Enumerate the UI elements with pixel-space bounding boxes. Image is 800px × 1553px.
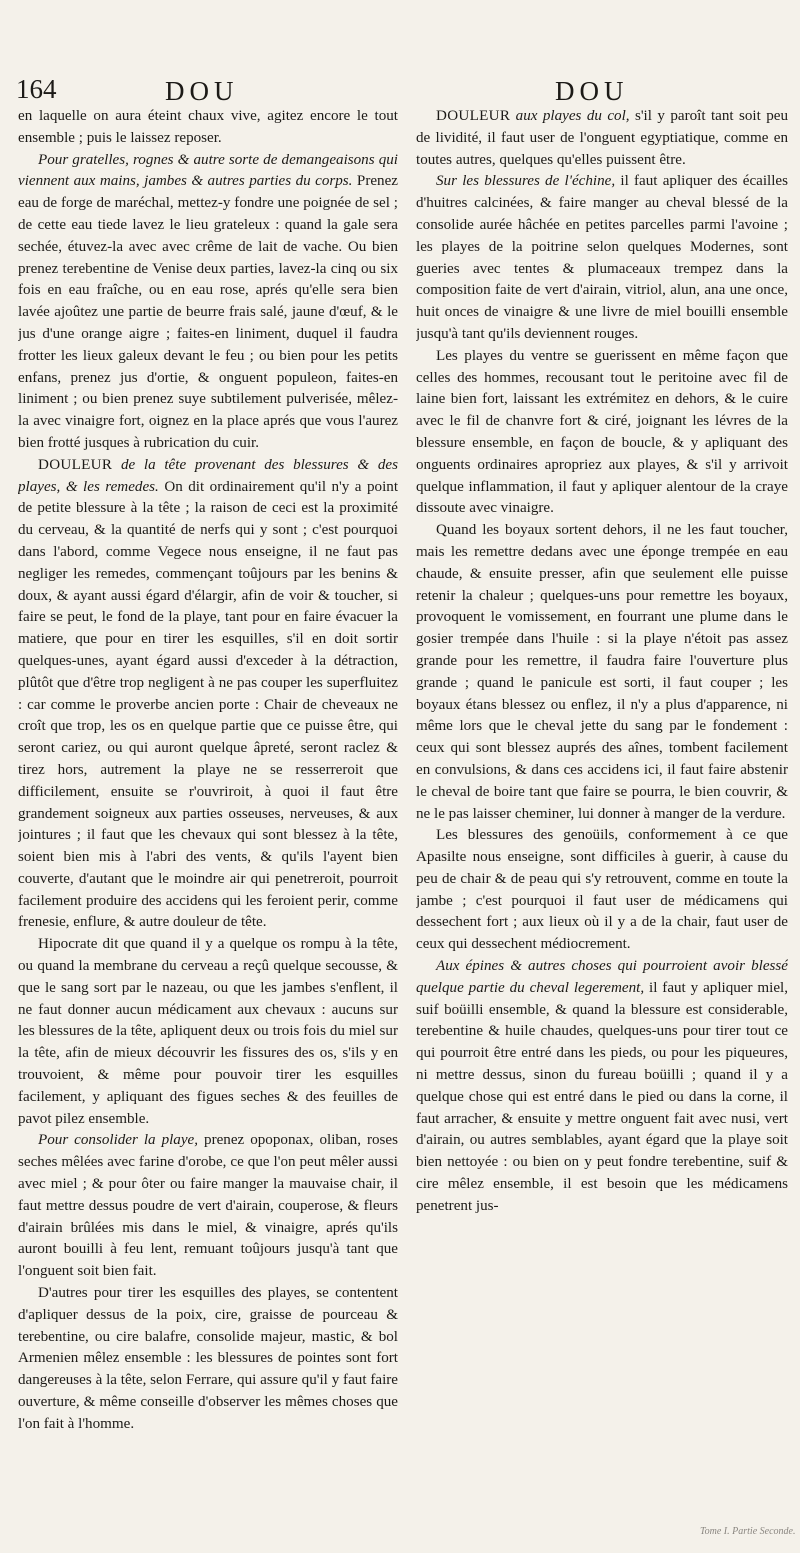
paragraph: en laquelle on aura éteint chaux vive, agitez encore le tout ensemble ; puis le laissez reposer. <box>18 108 398 146</box>
paragraph-text: prenez opoponax, oliban, roses seches mêlées avec farine d'orobe, ce que l'on peut mêler aussi avec miel ; & pour ôter ou faire manger la mauvaise chair, il faut mettre dessus poudre de vert d'airain, couperose, & fleurs d'airain brûlées mis dans le miel, & vinaigre, aprés qu'ils auront bouilli à feu lent, remuant toûjours jusqu'à tant que l'onguent soit bien fait. <box>18 1132 398 1280</box>
paragraph: Quand les boyaux sortent dehors, il ne les faut toucher, mais les remettre dedans avec une éponge trempée en eau chaude, & ensuite presser, afin que seulement elle puisse retenir la chaleur ; quelques-uns pour remettre les boyaux, provoquent le vomissement, en fourrant une plume dans le gosier trempée dans l'huile : si la playe n'étoit pas assez grande pour les remettre, il faudra faire l'ouverture plus grande ; quand le panicule est sorti, il faut couper ; les boyaux étans blessez ou enflez, il n'y a plus d'apparence, ni même lors que le cheval jette du sang par le fondement : ceux qui sont blessez auprés des aînes, tombent facilement en convulsions, & dans ces accidens ici, il faut faire abstenir le cheval de boire tant que faire se pourra, le bien couvrir, & ne le pas laisser cheminer, lui donner à manger de la verdure. <box>416 522 788 822</box>
paragraph-text: Prenez eau de forge de maréchal, mettez-y fondre une poignée de sel ; de cette eau tiede lavez le lieu grateleux : quand la gale sera sechée, étuvez-la avec avec crême de lait de vache. Ou bien prenez terebentine de Venise deux parties, lavez-la cinq ou six fois en eau fraîche, ou en eau rose, aprés qu'elle sera bien lavée ajoûtez une partie de beurre frais salé, jaune d'œuf, & le jus d'une orange aigre ; faites-en liniment, duquel il faudra frotter les lieux galeux devant le feu ; ou bien pour les petits enfans, prenez jus d'ortie, & onguent populeon, faites-en liniment ; ou bien prenez suye subtilement pulverisée, mêlez-la avec vinaigre fort, oignez en la place aprés que vous l'aurez bien frotté jusques à rubrication du cuir. <box>18 173 398 451</box>
entry-heading: Pour consolider la playe, <box>38 1132 199 1149</box>
entry-word: DOULEUR <box>436 108 511 124</box>
entry-heading: aux playes du col, <box>515 108 630 124</box>
entry-heading: Sur les blessures de l'échine, <box>436 173 616 190</box>
paragraph <box>416 171 788 345</box>
paragraph: Les playes du ventre se guerissent en même façon que celles des hommes, recousant tout le peritoine avec fil de laine bien fort, laissant les extrémitez en dehors, & le cuire avec le fil de chanvre fort & ciré, joignant les lévres de la blessure ensemble, en façon de boucle, & y apliquant des onguents ordinaires apropriez aux playes, & s'il y arrivoit quelque inflammation, il faut y apliquer alentour de la craye dissoute avec vinaigre. <box>416 347 788 517</box>
paragraph: D'autres pour tirer les esquilles des playes, se contentent d'apliquer dessus de la poix, cire, graisse de pourceau & terebentine, ou cire balafre, consolide majeur, mastic, & bol Armenien mêlez ensemble : les blessures de pointes sont fort dangereuses à la tête, selon Ferrare, qui assure qu'il y faut faire ouverture, & même conseille d'observer les mêmes choses que l'on fait à l'homme. <box>18 1285 398 1432</box>
volume-note: Tome I. Partie Seconde. <box>700 1526 796 1537</box>
entry-paragraph <box>416 106 788 171</box>
left-column <box>18 106 398 1546</box>
running-head-left: DOU <box>165 76 239 106</box>
paragraph: Hipocrate dit que quand il y a quelque os rompu à la tête, ou quand la membrane du cerveau a reçû quelque secousse, & que le sang sort par le nazeau, ou que les jambes s'enflent, il ne faut donner aucun médicament aux chevaux : aucuns sur les blessures de la tête, apliquent deux ou trois fois du miel sur la tête, afin de mieux découvrir les fissures des os, s'ils y en trouvoient, & même pour pouvoir tirer les esquilles facilement, y apliquant des figues seches & des feuilles de pavot pilez ensemble. <box>18 936 398 1127</box>
paragraph-text: il faut y apliquer miel, suif boüilli ensemble, & quand la blessure est considerable, terebentine & huile chaudes, quelques-uns pour tirer tout ce qui pourroit être entré dans les pieds, ou pour les piqueures, ni mettre dessus, sinon du fureau boüilli ; quand il y a quelque chose qui est entré dans le pied ou dans la corne, il faut arracher, & ensuite y mettre onguent fait avec nusi, vert d'airain, ou autres semblables, ayant égard que la playe soit bien nettoyée : ou bien on y peut fondre terebentine, suif & cire mêlez ensemble, il est besoin que les médicamens penetrent jus- <box>416 979 788 1214</box>
paragraph <box>416 956 788 1218</box>
paragraph-text: s'il y paroît tant soit peu de lividité, il faut user de l'onguent egyptiatique, comme en toutes autres, quelques qu'elles puissent être. <box>416 108 788 168</box>
paragraph-text: il faut apliquer des écailles d'huitres calcinées, & faire manger au cheval blessé de la consolide aurée hâchée en petites parcelles parmi l'avoine ; les playes de la poitrine selon quelques Modernes, sont gueries avec tentes & plumaceaux trempez dans la composition faite de vert d'airain, vitriol, alun, ana une once, huit onces de vinaigre & une livre de miel bouilli ensemble jusqu'à tant qu'ils deviennent rouges. <box>416 173 788 342</box>
entry-heading: de la tête provenant des blessures & des playes, & les remedes. <box>18 456 398 495</box>
paragraph <box>18 1130 398 1283</box>
entry-paragraph <box>18 455 398 935</box>
right-column <box>416 106 788 1546</box>
running-head-right: DOU <box>555 76 629 106</box>
entry-heading: Pour gratelles, rognes & autre sorte de demangeaisons qui viennent aux mains, jambes & autres parties du corps. <box>18 151 398 190</box>
entry-heading: Aux épines & autres choses qui pourroient avoir blessé quelque partie du cheval legerement, <box>416 958 788 996</box>
paragraph: Les blessures des genoüils, conformement à ce que Apasilte nous enseigne, sont difficiles à guerir, à cause du peu de chair & de peau qui s'y retrouvent, comme en toute la jambe ; c'est pourquoi il faut user de médicamens qui dessechent fort ; aux lieux où il y a de la chair, faut user de ceux qui dessechent médiocrement. <box>416 827 788 953</box>
page-number: 164 <box>16 74 57 104</box>
entry-word: DOULEUR <box>38 456 113 473</box>
paragraph <box>18 150 398 455</box>
paragraph-text: On dit ordinairement qu'il n'y a point de petite blessure à la tête ; la raison de ceci est la proximité du cerveau, & la quantité de nerfs qui y sont ; c'est pourquoi dans l'abord, comme Vegece nous enseigne, il ne faut pas negliger les remedes, commençant toûjours par les benins & doux, & ayant aussi égard d'élargir, afin de voir & toucher, si faire se peut, le fond de la playe, tant pour en faire évacuer la matiere, que pour en tirer les esquilles, s'il en doit sortir quelques-unes, ayant égard aussi d'exceder à la détraction, plûtôt que d'être trop negligent à ne pas couper les superfluitez : car comme le proverbe ancien porte : Chair de cheveaux ne croît que trop, les os en quelque partie que ce puisse être, qui seront cariez, ou qui auront quelque âpreté, seront raclez & tirez hors, autrement la playe ne se resserreroit que difficilement, ensuite se r'ouvriroit, à quoi il faut être grandement soigneux aux parties osseuses, nerveuses, & aux jointures ; il faut que les chevaux qui sont blessez à la tête, soient bien mis à l'abri des vents, & qu'ils l'ayent bien couverte, d'autant que le moindre air qui penetreroit, pourroit facilement produire des accidens qui les feroient perir, comme frenesie, enflure, & autre douleur de tête. <box>18 478 398 931</box>
